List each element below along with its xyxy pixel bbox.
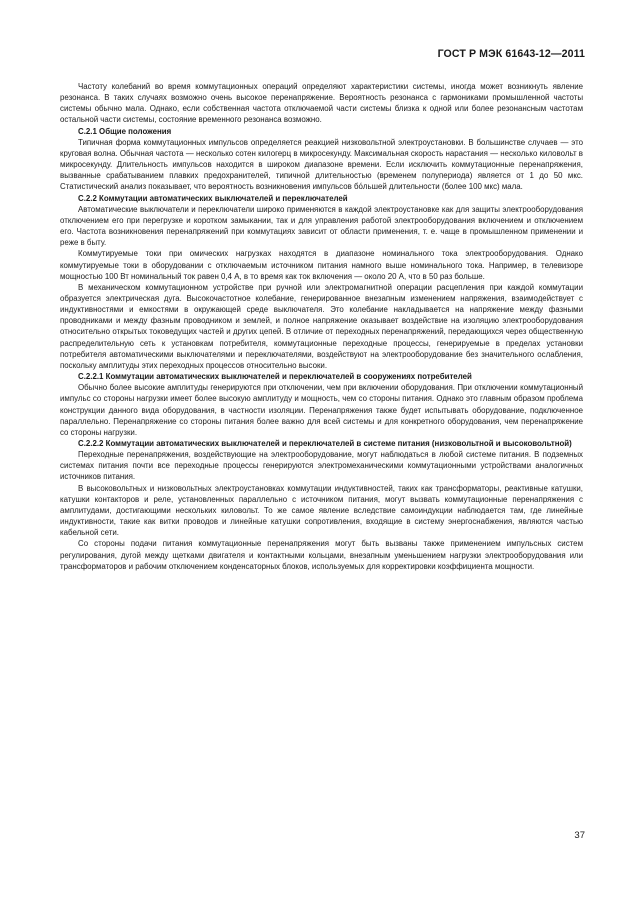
paragraph: Коммутируемые токи при омических нагрузках находятся в диапазоне номинального тока электрооборудования. Однако коммутируемые токи в оборудовании с отключаемым источником питания намного выше номинального тока. Например, в телевизоре мощностью 100 Вт номинальный ток равен 0,4 А, в то время как ток включения — около 20 А, что в 50 раз больше. bbox=[60, 249, 583, 281]
page-number: 37 bbox=[574, 830, 585, 841]
paragraph: В высоковольтных и низковольтных электроустановках коммутации индуктивностей, таких как трансформаторы, реактивные катушки, катушки контакторов и реле, установленных параллельно с источником питания, могут вызвать коммутационные перенапряжения с амплитудами, достигающими нескольких киловольт. То же самое явление вследствие самоиндукции наблюдается там, где линейные индуктивности, такие как витки проводов и линейные катушки сопротивления, входящие в систему энергоснабжения, являются частью кабельной сети. bbox=[60, 483, 583, 538]
paragraph: Автоматические выключатели и переключатели широко применяются в каждой электроустановке как для защиты электрооборудования отключением его при перегрузке и коротком замыкании, так и для управления работой электрооборудования включением и отключением его. Частота возникновения перенапряжений при коммутациях зависит от области применения, т. е. чаще в промышленном применении и реже в быту. bbox=[60, 204, 583, 248]
paragraph: Частоту колебаний во время коммутационных операций определяют характеристики системы, иногда может возникнуть явление резонанса. В таких случаях возможно очень высокое перенапряжение. Вероятность резонанса с гармониками промышленной частоты системы обычно мала. Однако, если собственная частота отключаемой части системы близка к одной или более резонансным частотам остальной части системы, состояние временного резонанса возможно. bbox=[60, 82, 583, 125]
section-heading: С.2.2.2 Коммутации автоматических выключателей и переключателей в системе питания (низковольтной и высоковольтной) bbox=[78, 439, 572, 448]
section-heading: С.2.2 Коммутации автоматических выключателей и переключателей bbox=[78, 193, 348, 203]
paragraph: Типичная форма коммутационных импульсов определяется реакцией низковольтной электроустановки. В большинстве случаев — это круговая волна. Обычная частота — несколько сотен килогерц в микросекунду. Максимальная скорость нарастания — несколько киловольт в микросекунду. Длительность импульсов находится в широком диапазоне времени. Если исключить коммутационные перенапряжения, вызванные срабатыванием плавких предохранителей, типичной длительностью (временем полупериода) является от 1 до 50 мкс. Статистический анализ показывает, что вероятность возникновения импульсов бо́льшей длительности (более 100 мкс) мала. bbox=[60, 137, 583, 192]
section-heading: С.2.1 Общие положения bbox=[78, 126, 172, 136]
section-heading: С.2.2.1 Коммутации автоматических выключателей и переключателей в сооружениях потребителей bbox=[78, 372, 472, 382]
standard-header: ГОСТ Р МЭК 61643-12—2011 bbox=[437, 48, 585, 60]
paragraph: Обычно более высокие амплитуды генерируются при отключении, чем при включении оборудования. При отключении коммутационный импульс со стороны нагрузки имеет более высокую амплитуду и мощность, чем со стороны питания. Однако это главным образом проблема конструкции данного вида оборудования, в частности изоляции. Перенапряжения также будет испытывать оборудование, подключенное параллельно. Перенапряжение со стороны питания более важно для всей системы и для конкретного оборудования, чем перенапряжение со стороны нагрузки. bbox=[60, 383, 583, 437]
paragraph: Со стороны подачи питания коммутационные перенапряжения могут быть вызваны также применением импульсных систем регулирования, дугой между щетками двигателя и контактными кольцами, внезапным уменьшением нагрузки электрооборудования или трансформаторов и рабочим отключением конденсаторных блоков, используемых для корректировки коэффициента мощности. bbox=[60, 539, 583, 571]
paragraph: Переходные перенапряжения, воздействующие на электрооборудование, могут наблюдаться в любой системе питания. В подземных системах питания почти все переходные процессы генерируются электромеханическими коммутационными устройствами аналогичных источников питания. bbox=[60, 450, 583, 482]
document-body bbox=[60, 81, 583, 572]
paragraph: В механическом коммутационном устройстве при ручной или электромагнитной операции расцепления при каждой коммутации образуется электрическая дуга. Высокочастотное колебание, генерированное внезапным изменением напряжения, взаимодействует с индуктивностями и емкостями в окружающей среде выключателя. Это колебание накладывается на напряжение между фазными проводниками и между фазным проводником и землей, и полное напряжение оказывает воздействие на изоляцию электрооборудования относительно открытых токоведущих частей и других цепей. В отличие от переходных перенапряжений, передающихся через общественную распределительную сеть к установкам потребителя, коммутационные переходные процессы, генерируемые в пределах установки потребителя автоматическими выключателями и переключателями, воздействуют на электрооборудование без значительного ослабления, поскольку амплитуды этих переходных процессов относительно высоки. bbox=[60, 282, 583, 370]
